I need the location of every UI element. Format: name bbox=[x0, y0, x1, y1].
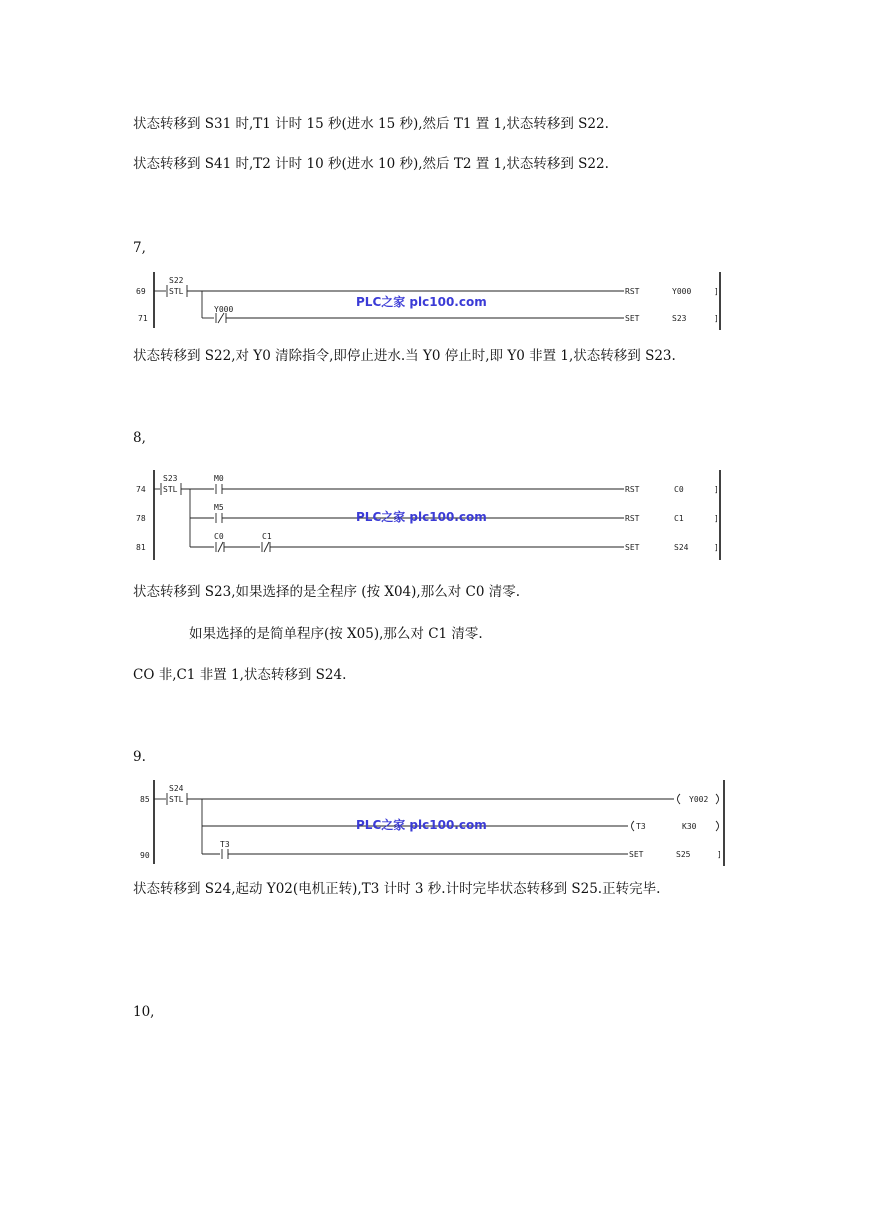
step-number: 74 bbox=[136, 485, 146, 494]
ladder-diagram-7 bbox=[134, 270, 730, 332]
output-instruction: T3 bbox=[636, 822, 646, 831]
output-instruction: RST bbox=[625, 514, 640, 523]
section-number-9: 9. bbox=[133, 749, 146, 765]
ladder-diagram-9 bbox=[134, 778, 730, 868]
output-instruction: RST bbox=[625, 485, 640, 494]
svg-text:]: ] bbox=[714, 314, 719, 323]
step-number: 90 bbox=[140, 851, 150, 860]
stl-label: S22 bbox=[169, 276, 184, 285]
stl-instruction: STL bbox=[163, 485, 178, 494]
stl-label: S24 bbox=[169, 784, 184, 793]
output-operand: C1 bbox=[674, 514, 684, 523]
step-number: 69 bbox=[136, 287, 146, 296]
stl-instruction: STL bbox=[169, 287, 184, 296]
paragraph-9-desc: 状态转移到 S24,起动 Y02(电机正转),T3 计时 3 秒.计时完毕状态转移到 S25.正转完毕. bbox=[133, 881, 661, 897]
paragraph-8-desc-b: 如果选择的是简单程序(按 X05),那么对 C1 清零. bbox=[189, 626, 483, 642]
watermark: PLC之家 plc100.com bbox=[356, 510, 487, 524]
contact-label: M0 bbox=[214, 474, 224, 483]
output-operand: C0 bbox=[674, 485, 684, 494]
output-instruction: SET bbox=[625, 314, 640, 323]
contact-label: M5 bbox=[214, 503, 224, 512]
watermark: PLC之家 plc100.com bbox=[356, 818, 487, 832]
stl-label: S23 bbox=[163, 474, 178, 483]
section-number-8: 8, bbox=[133, 430, 146, 446]
output-operand: S23 bbox=[672, 314, 687, 323]
step-number: 85 bbox=[140, 795, 150, 804]
paragraph-s31: 状态转移到 S31 时,T1 计时 15 秒(进水 15 秒),然后 T1 置 1,状态转移到 S22. bbox=[133, 116, 609, 132]
contact-label: C0 bbox=[214, 532, 224, 541]
output-operand: S24 bbox=[674, 543, 689, 552]
section-number-10: 10, bbox=[133, 1004, 155, 1020]
ladder-diagram-8 bbox=[134, 468, 730, 564]
section-number-7: 7, bbox=[133, 240, 146, 256]
svg-text:]: ] bbox=[714, 543, 719, 552]
svg-text:]: ] bbox=[714, 287, 719, 296]
svg-text:]: ] bbox=[717, 850, 722, 859]
watermark: PLC之家 plc100.com bbox=[356, 295, 487, 309]
output-operand: Y002 bbox=[689, 795, 709, 804]
step-number: 78 bbox=[136, 514, 146, 523]
svg-text:]: ] bbox=[714, 514, 719, 523]
output-operand: S25 bbox=[676, 850, 691, 859]
paragraph-7-desc: 状态转移到 S22,对 Y0 清除指令,即停止进水.当 Y0 停止时,即 Y0 非置 1,状态转移到 S23. bbox=[133, 348, 676, 364]
paragraph-s41: 状态转移到 S41 时,T2 计时 10 秒(进水 10 秒),然后 T2 置 1,状态转移到 S22. bbox=[133, 156, 609, 172]
contact-label: C1 bbox=[262, 532, 272, 541]
output-instruction: RST bbox=[625, 287, 640, 296]
contact-label: T3 bbox=[220, 840, 230, 849]
output-instruction: SET bbox=[625, 543, 640, 552]
output-operand: K30 bbox=[682, 822, 697, 831]
output-instruction: SET bbox=[629, 850, 644, 859]
contact-label: Y000 bbox=[214, 305, 234, 314]
paragraph-8-desc-a: 状态转移到 S23,如果选择的是全程序 (按 X04),那么对 C0 清零. bbox=[133, 584, 520, 600]
output-operand: Y000 bbox=[672, 287, 692, 296]
step-number: 81 bbox=[136, 543, 146, 552]
step-number: 71 bbox=[138, 314, 148, 323]
svg-text:]: ] bbox=[714, 485, 719, 494]
paragraph-8-desc-c: CO 非,C1 非置 1,状态转移到 S24. bbox=[133, 667, 347, 683]
stl-instruction: STL bbox=[169, 795, 184, 804]
